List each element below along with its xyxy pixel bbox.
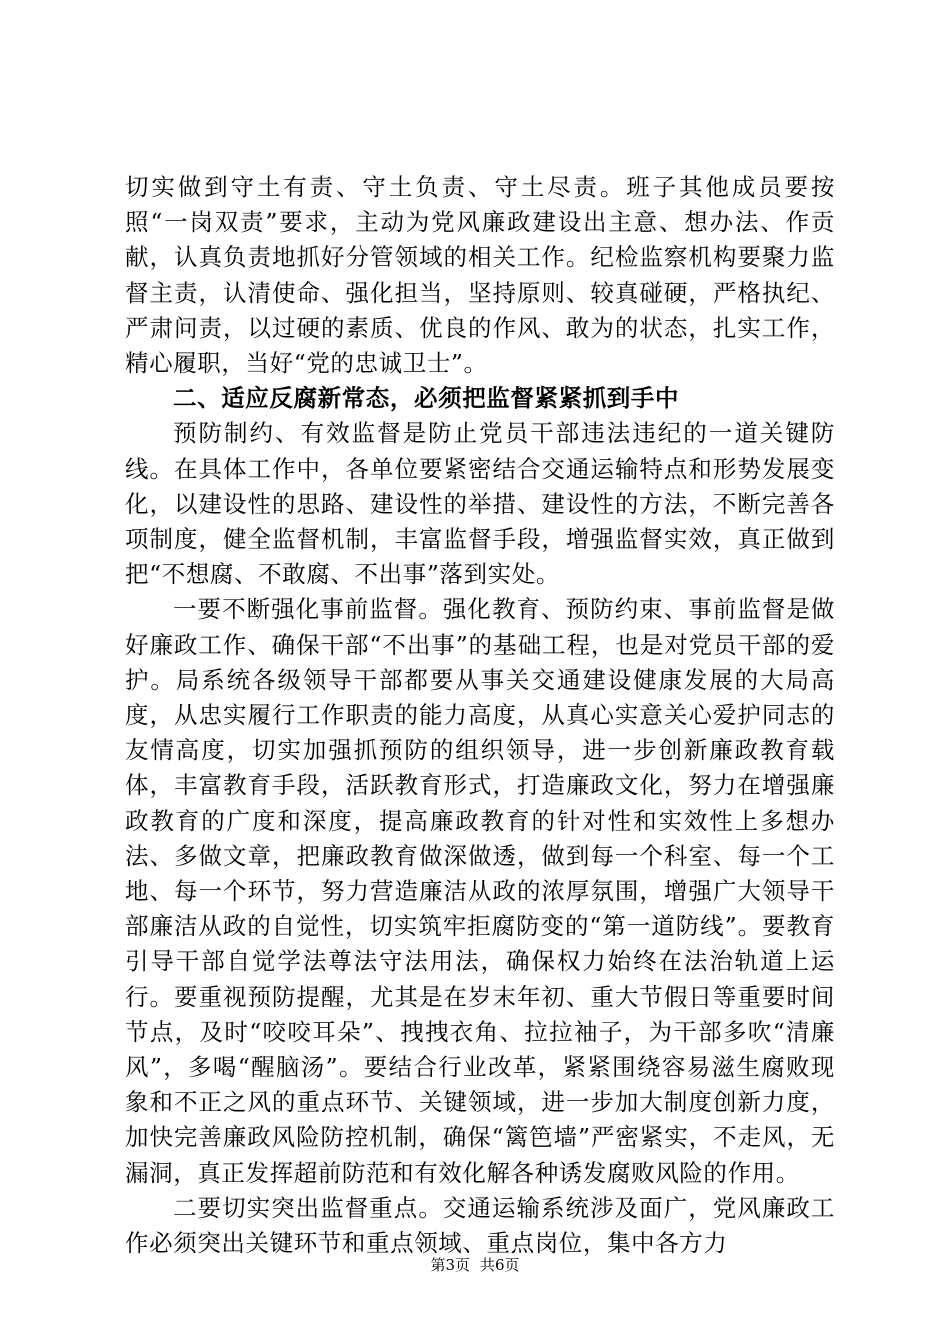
page-total: 共6页 — [480, 1256, 520, 1274]
paragraph-4: 一要不断强化事前监督。强化教育、预防约束、事前监督是做好廉政工作、确保干部“不出事”的基础工程，也是对党员干部的爱护。局系统各级领导干部都要从事关交通建设健康发展的大局高度，从忠实履行工作职责的能力高度，从真心实意关心爱护同志的友情高度，切实加强抓预防的组织领导，进一步创新廉政教育载体，丰富教育手段，活跃教育形式，打造廉政文化，努力在增强廉政教育的广度和深度，提高廉政教育的针对性和实效性上多想办法、多做文章，把廉政教育做深做透，做到每一个科室、每一个工地、每一个环节，努力营造廉洁从政的浓厚氛围，增强广大领导干部廉洁从政的自觉性，切实筑牢拒腐防变的“第一道防线”。要教育引导干部自觉学法尊法守法用法，确保权力始终在法治轨道上运行。要重视预防提醒，尤其是在岁末年初、重大节假日等重要时间节点，及时“咬咬耳朵”、拽拽衣角、拉拉袖子，为干部多吹“清廉风”，多喝“醒脑汤”。要结合行业改革，紧紧围绕容易滋生腐败现象和不正之风的重点环节、关键领域，进一步加大制度创新力度，加快完善廉政风险防控机制，确保“篱笆墙”严密紧实，不走风，无漏洞，真正发挥超前防范和有效化解各种诱发腐败风险的作用。 — [125, 595, 835, 1187]
paragraph-3: 预防制约、有效监督是防止党员干部违法违纪的一道关键防线。在具体工作中，各单位要紧密结合交通运输特点和形势发展变化，以建设性的思路、建设性的举措、建设性的方法，不断完善各项制度，健全监督机制，丰富监督手段，增强监督实效，真正做到把“不想腐、不敢腐、不出事”落到实处。 — [125, 419, 835, 589]
page-number: 第3页 — [430, 1256, 470, 1274]
section-heading-2: 二、适应反腐新常态，必须把监督紧紧抓到手中 — [173, 384, 680, 413]
page-footer — [0, 1255, 950, 1275]
document-body — [125, 170, 835, 1261]
paragraph-5: 二要切实突出监督重点。交通运输系统涉及面广，党风廉政工作必须突出关键环节和重点领域、重点岗位，集中各方力 — [125, 1193, 835, 1258]
paragraph-1: 切实做到守土有责、守土负责、守土尽责。班子其他成员要按照“一岗双责”要求，主动为党风廉政建设出主意、想办法、作贡献，认真负责地抓好分管领域的相关工作。纪检监察机构要聚力监督主责，认清使命、强化担当，坚持原则、较真碰硬，严格执纪、严肃问责，以过硬的素质、优良的作风、敢为的状态，扎实工作，精心履职，当好“党的忠诚卫士”。 — [125, 173, 835, 378]
